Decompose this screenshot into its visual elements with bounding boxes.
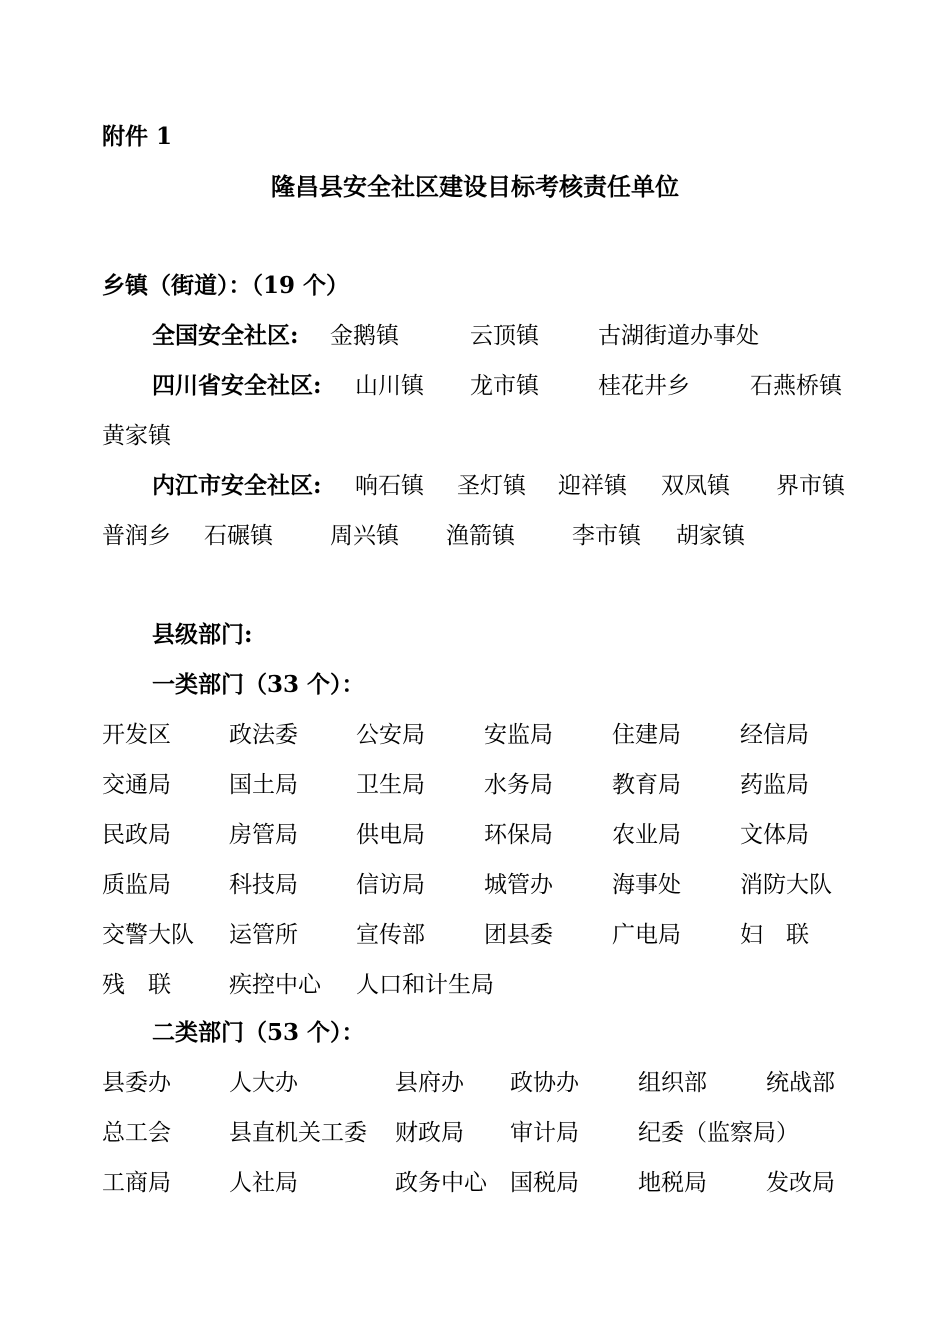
class1-department: 科技局 (229, 872, 298, 898)
class1-department: 质监局 (102, 872, 171, 898)
township-header: 乡镇（街道）：（19 个） (102, 272, 350, 299)
provincial-item: 石燕桥镇 (750, 373, 842, 399)
class2-department: 统战部 (766, 1070, 835, 1096)
class1-department: 交通局 (102, 772, 171, 798)
municipal-item: 周兴镇 (330, 523, 399, 549)
class1-department: 药监局 (740, 772, 809, 798)
class2-department: 地税局 (638, 1170, 707, 1196)
class1-department: 人口和计生局 (356, 972, 494, 998)
class1-department: 水务局 (484, 772, 553, 798)
class2-department: 人大办 (229, 1070, 298, 1096)
municipal-item: 响石镇 (355, 473, 424, 499)
class2-department: 总工会 (102, 1120, 171, 1146)
class2-department: 县直机关工委 (229, 1120, 367, 1146)
municipal-item: 圣灯镇 (457, 473, 526, 499)
class1-department: 消防大队 (740, 872, 832, 898)
class1-department: 教育局 (612, 772, 681, 798)
class2-department: 政务中心 (395, 1170, 487, 1196)
municipal-item: 双凤镇 (661, 473, 730, 499)
municipal-label: 内江市安全社区: (152, 472, 322, 499)
national-item: 金鹅镇 (330, 323, 399, 349)
municipal-item: 渔箭镇 (446, 523, 515, 549)
annex-label: 附件 1 (102, 123, 173, 150)
class2-department: 工商局 (102, 1170, 171, 1196)
class2-department: 国税局 (510, 1170, 579, 1196)
class1-department: 开发区 (102, 722, 171, 748)
national-item: 云顶镇 (470, 323, 539, 349)
class1-department: 团县委 (484, 922, 553, 948)
class2-department: 审计局 (510, 1120, 579, 1146)
class1-department: 城管办 (484, 872, 553, 898)
municipal-item: 李市镇 (572, 523, 641, 549)
provincial-item: 桂花井乡 (598, 373, 690, 399)
national-item: 古湖街道办事处 (598, 323, 759, 349)
provincial-item: 山川镇 (355, 373, 424, 399)
class1-department: 民政局 (102, 822, 171, 848)
class1-department: 安监局 (484, 722, 553, 748)
page-title: 隆昌县安全社区建设目标考核责任单位 (271, 172, 679, 201)
class2-department: 人社局 (229, 1170, 298, 1196)
class1-department: 环保局 (484, 822, 553, 848)
class1-department: 疾控中心 (229, 972, 321, 998)
class1-department: 海事处 (612, 872, 681, 898)
municipal-item: 普润乡 (102, 523, 171, 549)
provincial-item: 龙市镇 (470, 373, 539, 399)
class2-department: 政协办 (510, 1070, 579, 1096)
class2-department: 发改局 (766, 1170, 835, 1196)
class1-department: 运管所 (229, 922, 298, 948)
municipal-item: 石碾镇 (204, 523, 273, 549)
class2-department: 组织部 (638, 1070, 707, 1096)
class1-department: 农业局 (612, 822, 681, 848)
class1-header: 一类部门（33 个）： (152, 671, 365, 698)
class1-department: 房管局 (229, 822, 298, 848)
class1-department: 经信局 (740, 722, 809, 748)
class1-department: 供电局 (356, 822, 425, 848)
class2-department: 财政局 (395, 1120, 464, 1146)
national-label: 全国安全社区: (152, 322, 299, 349)
class1-department: 交警大队 (102, 922, 194, 948)
class2-department: 县府办 (395, 1070, 464, 1096)
class1-department: 妇 联 (740, 922, 809, 948)
class2-header: 二类部门（53 个）： (152, 1019, 365, 1046)
provincial-label: 四川省安全社区: (152, 372, 322, 399)
class1-department: 国土局 (229, 772, 298, 798)
class2-department: 县委办 (102, 1070, 171, 1096)
municipal-item: 界市镇 (776, 473, 845, 499)
county-header: 县级部门: (152, 621, 253, 648)
class1-department: 广电局 (612, 922, 681, 948)
municipal-item: 迎祥镇 (558, 473, 627, 499)
provincial-item: 黄家镇 (102, 423, 171, 449)
class1-department: 文体局 (740, 822, 809, 848)
class1-department: 宣传部 (356, 922, 425, 948)
municipal-item: 胡家镇 (676, 523, 745, 549)
class2-department: 纪委（监察局） (638, 1120, 799, 1146)
class1-department: 残 联 (102, 972, 171, 998)
class1-department: 住建局 (612, 722, 681, 748)
class1-department: 政法委 (229, 722, 298, 748)
class1-department: 卫生局 (356, 772, 425, 798)
class1-department: 公安局 (356, 722, 425, 748)
class1-department: 信访局 (356, 872, 425, 898)
